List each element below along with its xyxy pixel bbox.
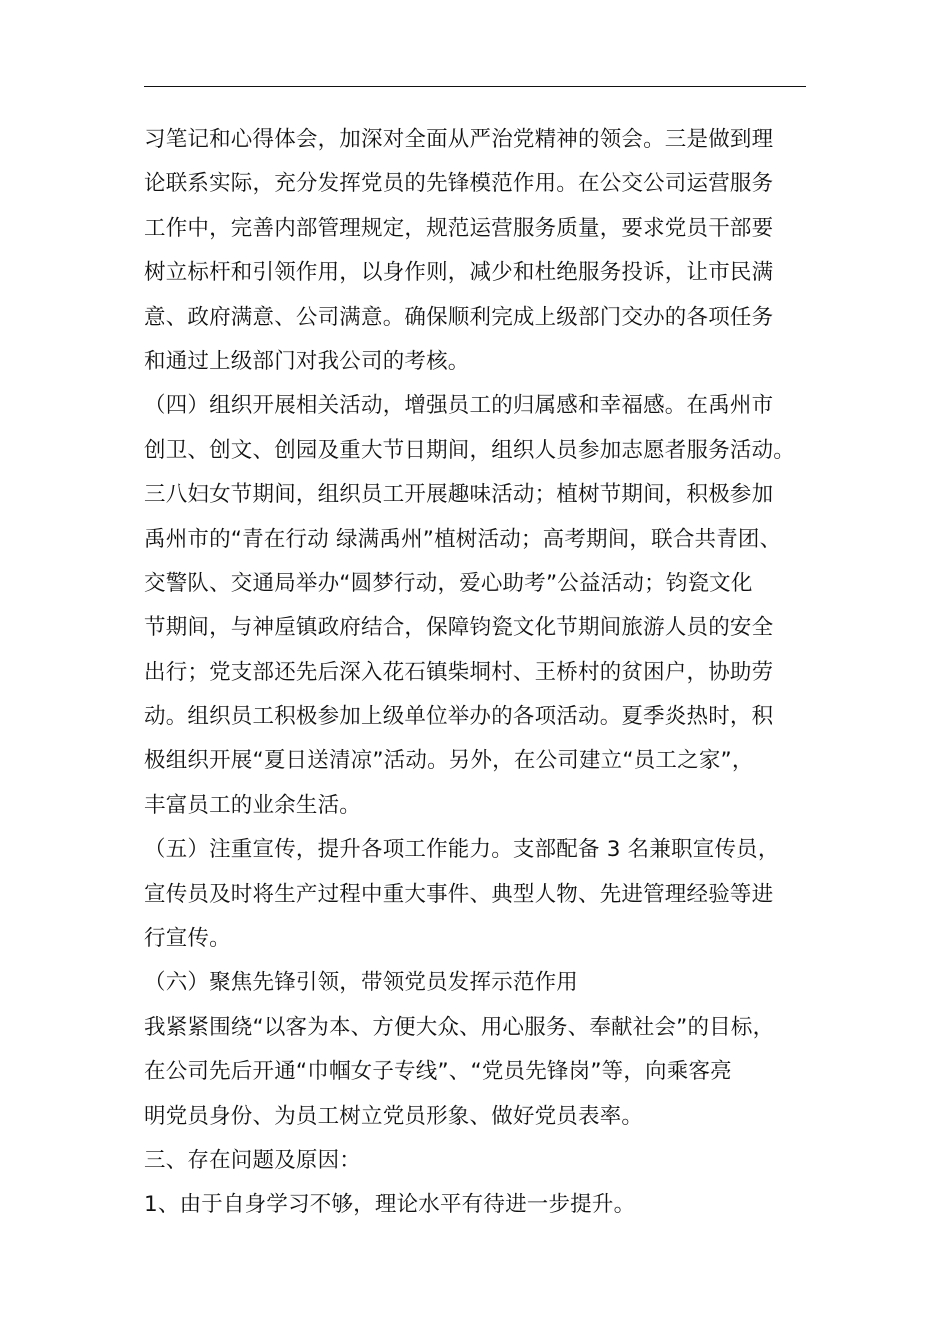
text-line: 在公司先后开通“巾帼女子专线”、“党员先锋岗”等，向乘客亮: [144, 1059, 732, 1085]
section-heading-4: （四）组织开展相关活动，增强员工的归属感和幸福感。在禹州市: [144, 393, 774, 419]
text-line: 禹州市的“青在行动 绿满禹州”植树活动；高考期间，联合共青团、: [144, 526, 782, 552]
text-line: 动。组织员工积极参加上级单位举办的各项活动。夏季炎热时，积: [144, 704, 774, 730]
section-heading-5: （五）注重宣传，提升各项工作能力。支部配备 3 名兼职宣传员，: [144, 837, 780, 863]
text-line: 树立标杆和引领作用，以身作则，减少和杜绝服务投诉，让市民满: [144, 260, 774, 286]
section-heading-issues: 三、存在问题及原因：: [144, 1147, 362, 1173]
text-line: 出行；党支部还先后深入花石镇柴垌村、王桥村的贫困户，协助劳: [144, 659, 774, 685]
text-line: 丰富员工的业余生活。: [144, 792, 362, 818]
header-rule: [144, 86, 806, 87]
text-line: 我紧紧围绕“以客为本、方便大众、用心服务、奉献社会”的目标，: [144, 1014, 775, 1040]
text-line: 工作中，完善内部管理规定，规范运营服务质量，要求党员干部要: [144, 215, 774, 241]
text-line: 交警队、交通局举办“圆梦行动，爱心助考”公益活动；钧瓷文化: [144, 570, 753, 596]
section-heading-6: （六）聚焦先锋引领，带领党员发挥示范作用: [144, 970, 579, 996]
text-line: 三八妇女节期间，组织员工开展趣味活动；植树节期间，积极参加: [144, 482, 774, 508]
text-line: 1、由于自身学习不够，理论水平有待进一步提升。: [144, 1192, 636, 1218]
text-line: 节期间，与神垕镇政府结合，保障钧瓷文化节期间旅游人员的安全: [144, 615, 774, 641]
text-line: 习笔记和心得体会，加深对全面从严治党精神的领会。三是做到理: [144, 127, 774, 152]
text-line: 宣传员及时将生产过程中重大事件、典型人物、先进管理经验等进: [144, 881, 774, 907]
text-line: 和通过上级部门对我公司的考核。: [144, 348, 470, 374]
text-line: 明党员身份、为员工树立党员形象、做好党员表率。: [144, 1103, 644, 1129]
text-line: 创卫、创文、创园及重大节日期间，组织人员参加志愿者服务活动。: [144, 437, 796, 463]
text-line: 意、政府满意、公司满意。确保顺利完成上级部门交办的各项任务: [144, 304, 774, 330]
body-text: [144, 118, 824, 1228]
text-line: 行宣传。: [144, 926, 231, 952]
text-line: 论联系实际，充分发挥党员的先锋模范作用。在公交公司运营服务: [144, 171, 774, 197]
text-line: 极组织开展“夏日送清凉”活动。另外，在公司建立“员工之家”，: [144, 748, 754, 774]
